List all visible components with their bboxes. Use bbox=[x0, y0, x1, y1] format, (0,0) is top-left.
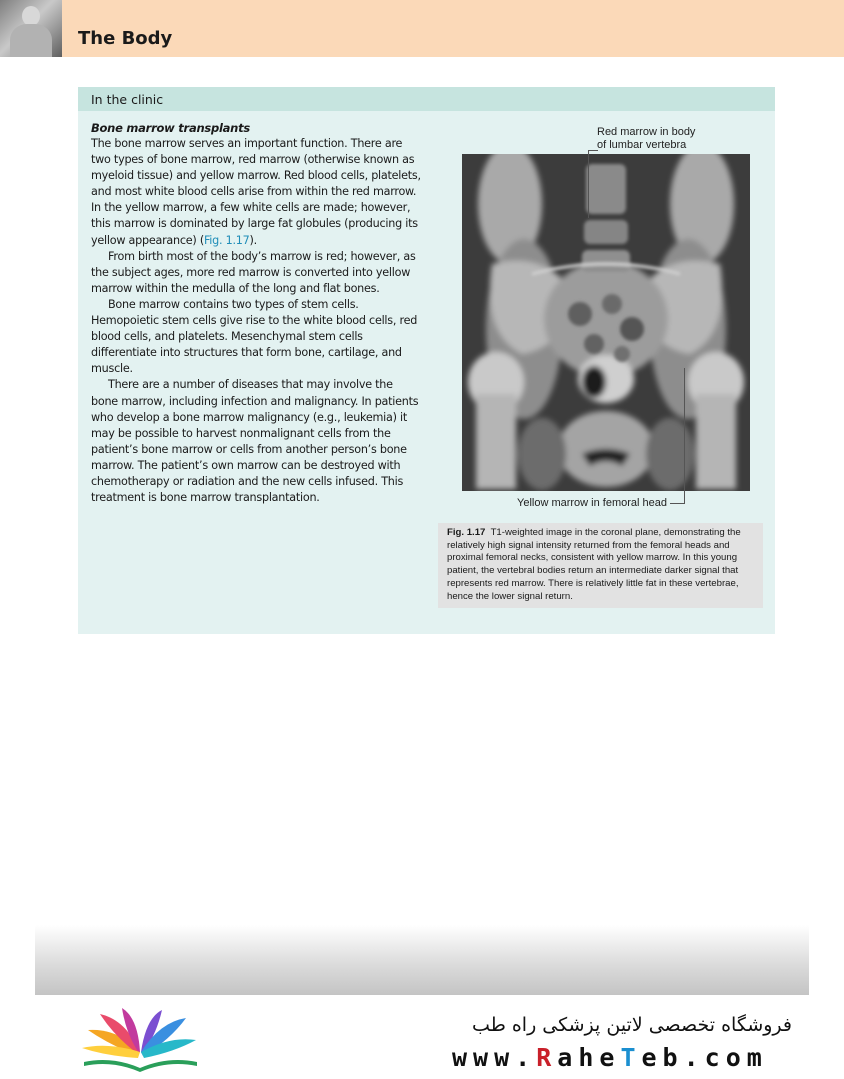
footer-website-url[interactable] bbox=[452, 1043, 768, 1072]
book-logo-icon bbox=[78, 1008, 203, 1074]
thumbnail-body-shape bbox=[10, 24, 52, 57]
para1-tail: ). bbox=[249, 233, 257, 247]
label-yellow-marrow: Yellow marrow in femoral head bbox=[517, 497, 667, 509]
chapter-thumbnail-image bbox=[0, 0, 62, 57]
footer-shadow-band bbox=[35, 925, 809, 995]
logo-book-base bbox=[84, 1060, 197, 1072]
url-letter-t: T bbox=[620, 1043, 642, 1072]
url-letter-r: R bbox=[536, 1043, 558, 1072]
thumbnail-head-shape bbox=[22, 6, 40, 26]
clinic-paragraph-3: Bone marrow contains two types of stem cells. Hemopoietic stem cells give rise to the white blood cells, red blood cells, and platelets. Mesenchymal stem cells differentiate into structures that form bone, cartilage, and muscle. bbox=[91, 297, 418, 376]
footer-shop-name: فروشگاه تخصصی لاتین پزشکی راه طب bbox=[472, 1014, 792, 1036]
clinic-heading: Bone marrow transplants bbox=[91, 121, 250, 135]
clinic-section-label: In the clinic bbox=[91, 92, 164, 107]
clinic-paragraph-2: From birth most of the body’s marrow is red; however, as the subject ages, more red marrow is converted into yellow marrow within the medulla of the long and flat bones. bbox=[91, 249, 416, 295]
figure-reference-link[interactable]: Fig. 1.17 bbox=[203, 233, 250, 247]
clinic-text-column bbox=[91, 120, 421, 506]
leader-line-yellow-vertical bbox=[684, 368, 685, 504]
url-prefix: www. bbox=[452, 1043, 537, 1072]
mri-pelvis-image bbox=[462, 154, 750, 491]
leader-line-red-vertical bbox=[588, 150, 589, 218]
url-mid: ahe bbox=[557, 1043, 621, 1072]
para1-text: The bone marrow serves an important function. There are two types of bone marrow, red marrow (otherwise known as myeloid tissue) and yellow marrow. Red blood cells, platelets, and most white blood cells arise from within the red marrow. In the yellow marrow, a few white cells are made; however, this marrow is dominated by large fat globules (producing its yellow appearance) ( bbox=[91, 137, 421, 247]
leader-line-red-horizontal bbox=[588, 150, 598, 151]
clinic-paragraph-1 bbox=[91, 136, 421, 249]
caption-body: T1-weighted image in the coronal plane, demonstrating the relatively high signal intensity returned from the femoral heads and proximal femoral necks, consistent with yellow marrow. In this young patient, the vertebral bodies return an intermediate darker signal that represents red marrow. There is relatively little fat in these vertebrae, hence the lower signal return. bbox=[447, 527, 741, 602]
chapter-title: The Body bbox=[78, 28, 173, 49]
label-red-line-1: Red marrow in body bbox=[597, 126, 696, 138]
clinic-box-header bbox=[78, 87, 775, 111]
leader-line-yellow-horizontal bbox=[670, 503, 684, 504]
figure-caption bbox=[447, 527, 759, 603]
label-red-marrow bbox=[597, 126, 737, 151]
url-suffix: eb.com bbox=[641, 1043, 768, 1072]
caption-figure-number: Fig. 1.17 bbox=[447, 527, 486, 538]
logo-feathers bbox=[82, 1008, 196, 1058]
label-red-line-2: of lumbar vertebra bbox=[597, 138, 687, 151]
clinic-paragraph-4: There are a number of diseases that may involve the bone marrow, including infection and malignancy. In patients who develop a bone marrow malignancy (e.g., leukemia) it may be possible to harvest nonmalignant cells from the patient’s bone marrow or cells from another person’s bone marrow. The patient’s own marrow can be destroyed with chemotherapy or radiation and the new cells infused. This treatment is bone marrow transplantation. bbox=[91, 378, 419, 505]
